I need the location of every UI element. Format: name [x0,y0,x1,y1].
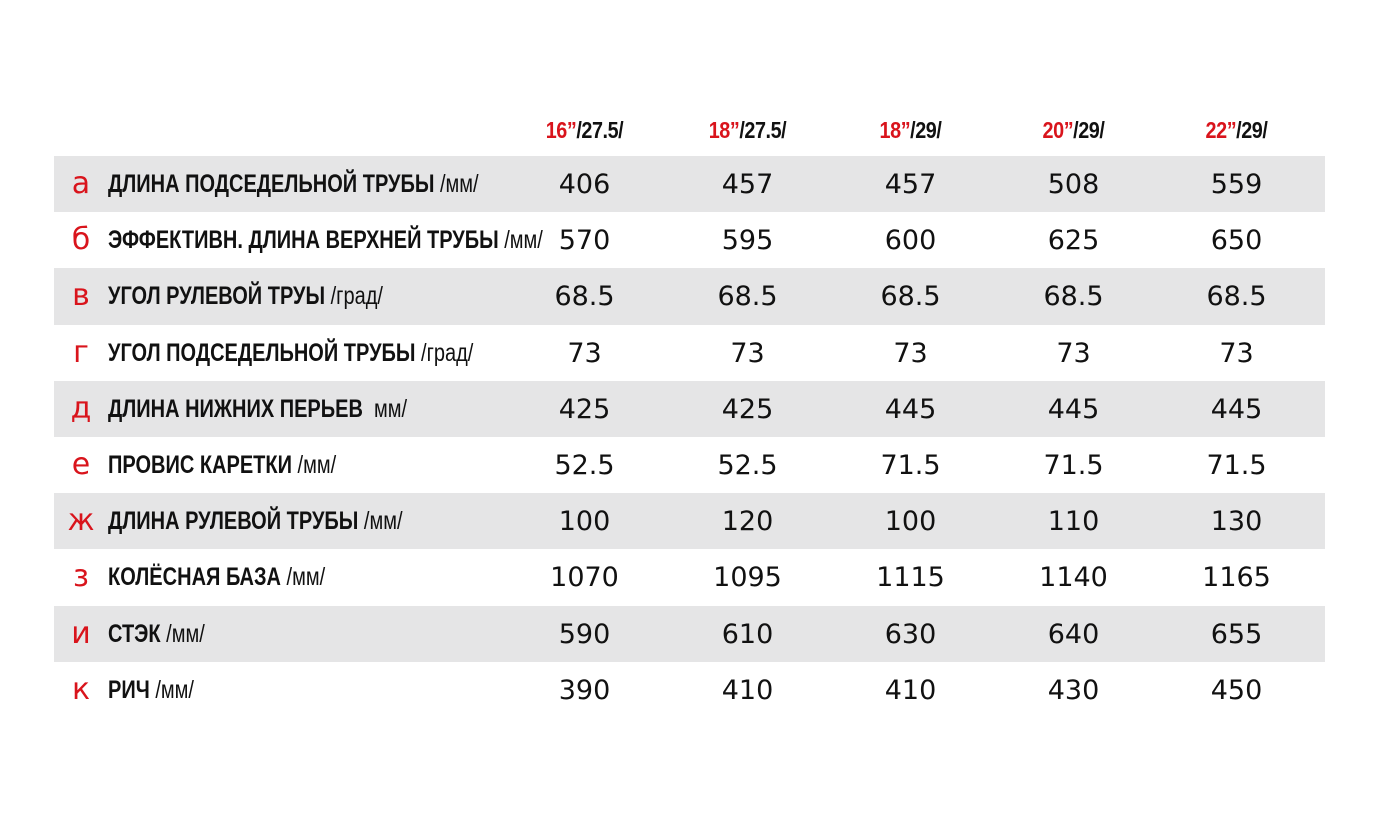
parameter-unit: /мм/ [280,563,326,592]
cell-value: 68.5 [554,281,615,313]
cell-value: 595 [721,225,774,257]
row-letter: а [71,166,91,201]
table-row [54,156,1325,212]
cell-value: 71.5 [1043,449,1104,481]
row-label [108,325,473,381]
parameter-unit: /град/ [325,282,383,311]
parameter-name: ЭФФЕКТИВН. ДЛИНА ВЕРХНЕЙ ТРУБЫ [108,226,499,255]
cell-value: 1165 [1202,562,1271,594]
cell-value: 425 [558,393,611,425]
geometry-table [54,156,1325,718]
row-label [108,437,336,493]
column-header-5: 22”/29/ [1205,117,1268,143]
table-row [54,549,1325,605]
row-label [108,381,407,437]
row-label [108,606,205,662]
parameter-unit: /мм/ [498,226,543,255]
column-header-4: 20”/29/ [1042,117,1105,143]
cell-value: 1115 [876,562,945,594]
row-letter: б [71,222,91,258]
row-label [108,493,403,549]
row-letter: к [71,671,91,707]
cell-value: 425 [721,393,774,425]
parameter-unit: /мм/ [358,507,403,536]
cell-value: 410 [884,674,937,706]
cell-value: 120 [721,506,774,538]
cell-value: 640 [1047,618,1100,650]
parameter-unit: /мм/ [160,619,205,648]
cell-value: 508 [1047,169,1100,200]
table-row [54,268,1325,324]
parameter-name: ПРОВИС КАРЕТКИ [108,450,292,479]
cell-value: 559 [1210,169,1263,200]
parameter-unit: мм/ [362,394,408,423]
cell-value: 68.5 [717,281,778,313]
size-header-row [0,110,1380,150]
cell-value: 406 [558,169,611,200]
row-letter: з [73,559,89,595]
cell-value: 457 [721,169,774,200]
cell-value: 450 [1210,674,1263,706]
table-row [54,606,1325,662]
parameter-name: КОЛЁСНАЯ БАЗА [108,563,281,592]
column-header-1: 16”/27.5/ [545,117,624,143]
row-label [108,662,194,718]
column-header-2: 18”/27.5/ [708,117,787,143]
cell-value: 52.5 [717,449,778,481]
cell-value: 590 [558,618,611,650]
table-row [54,381,1325,437]
cell-value: 130 [1210,506,1263,538]
cell-value: 445 [1047,393,1100,425]
parameter-name: УГОЛ РУЛЕВОЙ ТРУЫ [108,282,326,311]
cell-value: 390 [558,674,611,706]
cell-value: 410 [721,674,774,706]
cell-value: 1140 [1039,562,1108,594]
cell-value: 73 [730,337,765,369]
row-letter: в [72,278,90,314]
cell-value: 1070 [550,562,619,594]
parameter-name: ДЛИНА НИЖНИХ ПЕРЬЕВ [108,394,363,423]
parameter-unit: /мм/ [291,450,337,479]
cell-value: 73 [567,337,602,369]
row-label [108,549,325,605]
cell-value: 68.5 [1206,281,1267,313]
cell-value: 625 [1047,225,1100,257]
parameter-name: РИЧ [108,675,150,704]
row-label [108,212,543,268]
row-letter: г [73,334,89,370]
parameter-name: СТЭК [108,619,161,648]
row-letter: ж [67,503,95,539]
row-letter: и [71,615,91,651]
cell-value: 100 [884,506,937,538]
row-letter: д [70,390,92,426]
cell-value: 445 [884,393,937,425]
parameter-name: ДЛИНА ПОДСЕДЕЛЬНОЙ ТРУБЫ [108,170,435,198]
row-letter: е [71,446,91,482]
cell-value: 630 [884,618,937,650]
parameter-unit: /град/ [415,338,474,367]
cell-value: 71.5 [1206,449,1267,481]
column-header-3: 18”/29/ [879,117,942,143]
parameter-unit: /мм/ [149,675,194,704]
cell-value: 68.5 [880,281,941,313]
cell-value: 73 [1056,337,1091,369]
cell-value: 73 [893,337,928,369]
table-row [54,437,1325,493]
parameter-name: УГОЛ ПОДСЕДЕЛЬНОЙ ТРУБЫ [108,338,416,367]
parameter-unit: /мм/ [434,170,479,198]
cell-value: 52.5 [554,449,615,481]
cell-value: 68.5 [1043,281,1104,313]
table-row [54,212,1325,268]
cell-value: 600 [884,225,937,257]
cell-value: 73 [1219,337,1254,369]
cell-value: 71.5 [880,449,941,481]
cell-value: 655 [1210,618,1263,650]
cell-value: 110 [1047,506,1100,538]
row-label [108,156,479,212]
parameter-name: ДЛИНА РУЛЕВОЙ ТРУБЫ [108,507,359,536]
cell-value: 430 [1047,674,1100,706]
cell-value: 457 [884,169,937,200]
row-label [108,268,383,324]
cell-value: 445 [1210,393,1263,425]
cell-value: 100 [558,506,611,538]
cell-value: 570 [558,225,611,257]
cell-value: 610 [721,618,774,650]
table-row [54,325,1325,381]
cell-value: 1095 [713,562,782,594]
table-row [54,493,1325,549]
table-row [54,662,1325,718]
cell-value: 650 [1210,225,1263,257]
